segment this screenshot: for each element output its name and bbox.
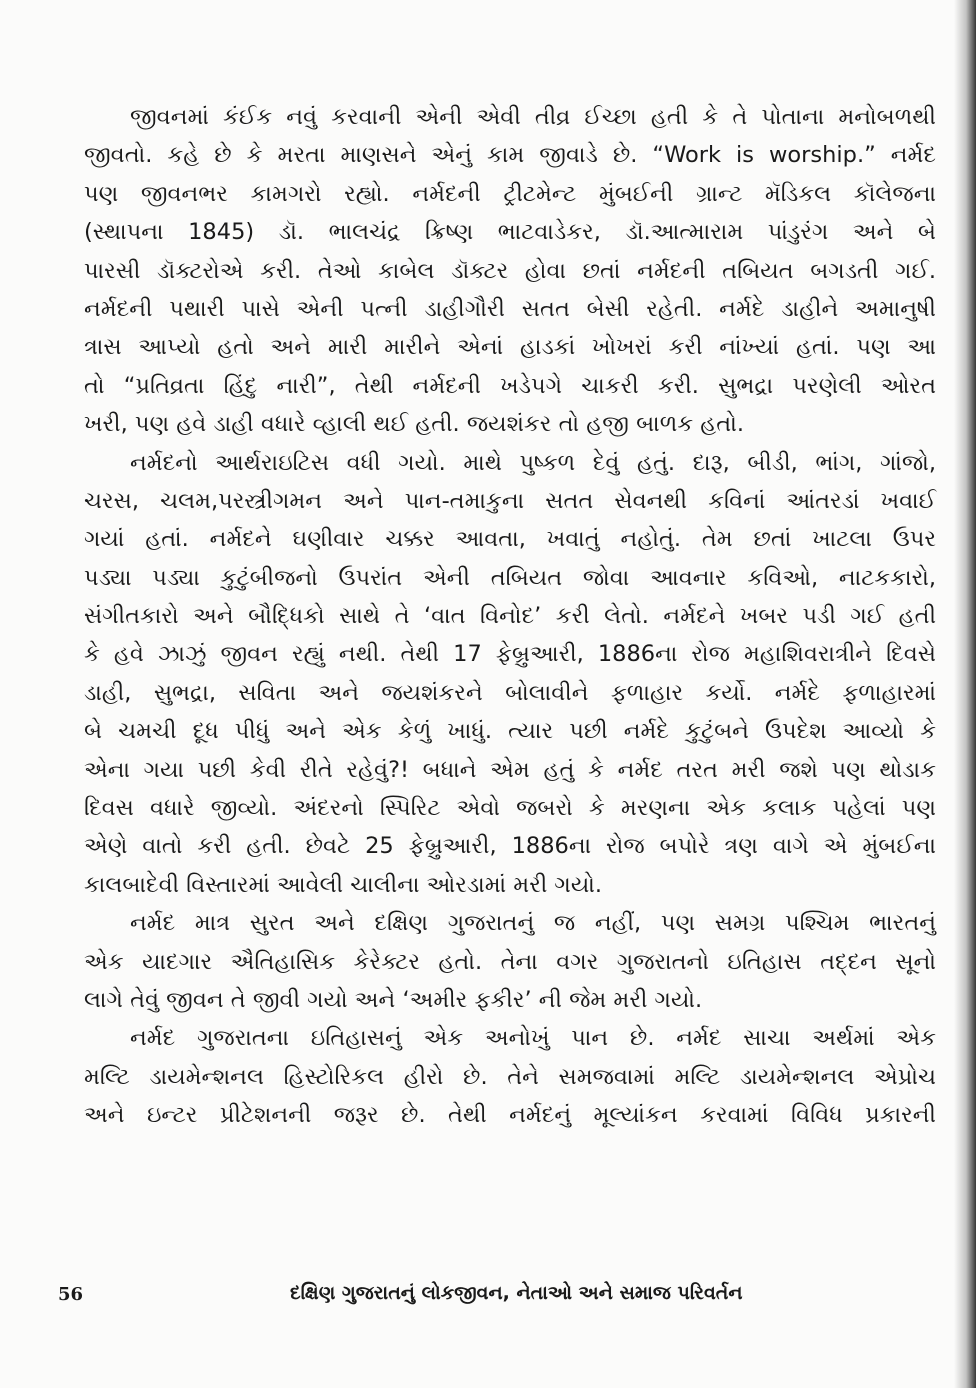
- text-line: એના ગયા પછી કેવી રીતે રહેવું?! બધાને એમ હતું કે નર્મદ તરત મરી જશે પણ થોડાક: [84, 756, 936, 783]
- text-line: જીવનમાં કંઈક નવું કરવાની એની એવી તીવ્ર ઈચ્છા હતી કે તે પોતાના મનોબળથી: [130, 104, 936, 130]
- paragraph: [84, 444, 936, 905]
- text-line: દિવસ વધારે જીવ્યો. અંદરનો સ્પિરિટ એવો જબરો કે મરણના એક કલાક પહેલાં પણ: [84, 795, 936, 822]
- running-title: દક્ષિણ ગુજરાતનું લોકજીવન, નેતાઓ અને સમાજ પરિવર્તન: [290, 1282, 743, 1304]
- text-line: સંગીતકારો અને બૌદ્ધિકો સાથે તે ‘વાત વિનોદ’ કરી લેતો. નર્મદને ખબર પડી ગઈ હતી: [84, 603, 936, 630]
- text-line: પણ જીવનભર કામગરો રહ્યો. નર્મદની ટ્રીટમેન્ટ મુંબઈની ગ્રાન્ટ મૅડિકલ કૉલેજના: [84, 180, 936, 207]
- text-line: નર્મદ ગુજરાતના ઇતિહાસનું એક અનોખું પાન છે. નર્મદ સાચા અર્થમાં એક: [130, 1025, 936, 1052]
- page-footer: [0, 1280, 976, 1310]
- text-line: એક યાદગાર ઐતિહાસિક કેરેક્ટર હતો. તેના વગર ગુજરાતનો ઇતિહાસ તદ્દન સૂનો: [84, 948, 936, 975]
- text-line: ડાહી, સુભદ્રા, સવિતા અને જયશંકરને બોલાવીને ફળાહાર કર્યો. નર્મદે ફળાહારમાં: [84, 679, 936, 706]
- text-line: બે ચમચી દૂધ પીધું અને એક કેળું ખાધું. ત્યાર પછી નર્મદે કુટુંબને ઉપદેશ આવ્યો કે: [84, 718, 936, 745]
- body-text: [84, 98, 936, 1135]
- text-line: પડ્યા પડ્યા કુટુંબીજનો ઉપરાંત એની તબિયત જોવા આવનાર કવિઓ, નાટકકારો,: [84, 564, 936, 591]
- text-line: એણે વાતો કરી હતી. છેવટે 25 ફેબ્રુઆરી, 1886ના રોજ બપોરે ત્રણ વાગે એ મુંબઈના: [84, 833, 936, 860]
- text-line: ત્રાસ આપ્યો હતો અને મારી મારીને એનાં હાડકાં ખોખરાં કરી નાંખ્યાં હતાં. પણ આ: [84, 334, 936, 361]
- binding-shadow: [954, 0, 976, 1388]
- text-line: અને ઇન્ટર પ્રીટેશનની જરૂર છે. તેથી નર્મદનું મૂલ્યાંકન કરવામાં વિવિધ પ્રકારની: [84, 1102, 936, 1129]
- text-line: તો “પ્રતિવ્રતા હિંદુ નારી”, તેથી નર્મદની ખડેપગે ચાકરી કરી. સુભદ્રા પરણેલી ઓરત: [84, 372, 936, 399]
- text-line: નર્મદનો આર્થરાઇટિસ વધી ગયો. માથે પુષ્કળ દેવું હતું. દારૂ, બીડી, ભાંગ, ગાંજો,: [130, 449, 936, 476]
- text-line: પારસી ડૉક્ટરોએ કરી. તેઓ કાબેલ ડૉક્ટર હોવા છતાં નર્મદની તબિયત બગડતી ગઈ.: [84, 257, 936, 284]
- text-line: જીવતો. કહે છે કે મરતા માણસને એનું કામ જીવાડે છે. “Work is worship.” નર્મદ: [84, 142, 936, 169]
- text-line: ગયાં હતાં. નર્મદને ઘણીવાર ચક્કર આવતા, ખવાતું નહોતું. તેમ છતાં ખાટલા ઉપર: [84, 526, 936, 553]
- paragraph: [84, 1019, 936, 1134]
- text-line: ચરસ, ચલમ,પરસ્ત્રીગમન અને પાન-તમાકુના સતત સેવનથી કવિનાં આંતરડાં ખવાઈ: [84, 487, 936, 514]
- paragraph: [84, 98, 936, 444]
- text-line: મલ્ટિ ડાયમેન્શનલ હિસ્ટોરિકલ હીરો છે. તેને સમજવામાં મલ્ટિ ડાયમેન્શનલ એપ્રોચ: [84, 1063, 936, 1090]
- text-line: (સ્થાપના 1845) ડૉ. ભાલચંદ્ર ક્રિષ્ણ ભાટવાડેકર, ડૉ.આત્મારામ પાંડુરંગ અને બે: [84, 219, 936, 246]
- text-line: લાગે તેવું જીવન તે જીવી ગયો અને ‘અમીર ફકીર’ ની જેમ મરી ગયો.: [84, 986, 703, 1013]
- page-number: 56: [58, 1284, 84, 1305]
- text-line: ખરી, પણ હવે ડાહી વધારે વ્હાલી થઈ હતી. જયશંકર તો હજી બાળક હતો.: [84, 411, 744, 438]
- text-line: કાલબાદેવી વિસ્તારમાં આવેલી ચાલીના ઓરડામાં મરી ગયો.: [84, 871, 603, 898]
- text-line: નર્મદની પથારી પાસે એની પત્ની ડાહીગૌરી સતત બેસી રહેતી. નર્મદે ડાહીને અમાનુષી: [84, 295, 936, 322]
- text-line: કે હવે ઝાઝું જીવન રહ્યું નથી. તેથી 17 ફેબ્રુઆરી, 1886ના રોજ મહાશિવરાત્રીને દિવસે: [84, 641, 936, 668]
- text-line: નર્મદ માત્ર સુરત અને દક્ષિણ ગુજરાતનું જ નહીં, પણ સમગ્ર પશ્ચિમ ભારતનું: [130, 910, 936, 937]
- paragraph: [84, 904, 936, 1019]
